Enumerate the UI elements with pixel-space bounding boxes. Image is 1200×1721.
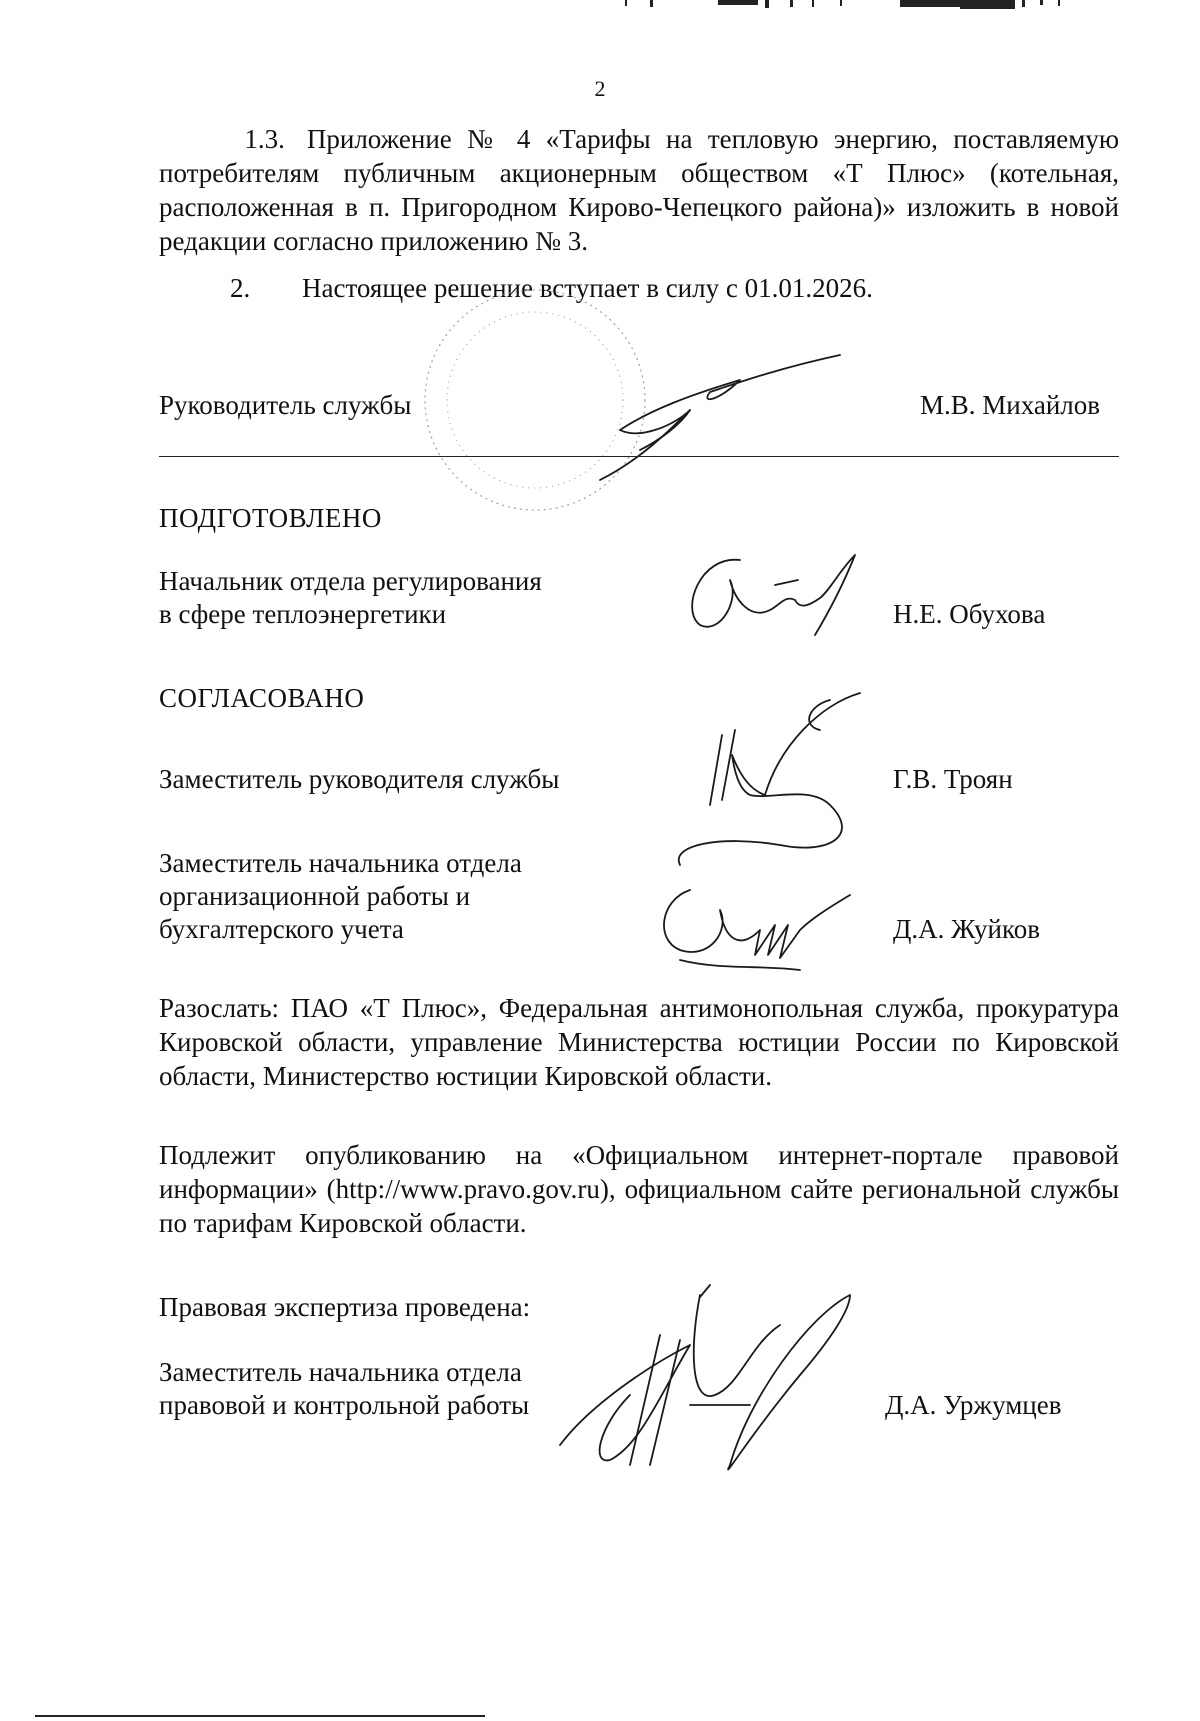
legal-review-position-line1: Заместитель начальника отдела bbox=[159, 1357, 522, 1387]
agreed-signer-2-signature-handwritten bbox=[650, 870, 870, 980]
clause-text: Настоящее решение вступает в силу с 01.01.2026. bbox=[302, 273, 873, 303]
prepared-name: Н.Е. Обухова bbox=[893, 599, 1046, 629]
signature-separator-line bbox=[159, 456, 1119, 457]
agreed-signer-1-signature-handwritten bbox=[660, 685, 890, 875]
legal-review-signature-handwritten bbox=[550, 1285, 890, 1485]
clause-1-3 bbox=[159, 122, 1119, 258]
scan-artifact-marks bbox=[0, 0, 1200, 10]
head-position: Руководитель службы bbox=[159, 390, 412, 420]
bottom-edge-line bbox=[35, 1715, 485, 1717]
agreed-signer-2-position-line3: бухгалтерского учета bbox=[159, 914, 404, 944]
distribution-list: Разослать: ПАО «Т Плюс», Федеральная антимонопольная служба, прокуратура Кировской области, управление Министерства юстиции России по Кировской области, Министерство юстиции Кировской области. bbox=[159, 993, 1119, 1091]
agreed-signer-2-position-line1: Заместитель начальника отдела bbox=[159, 848, 522, 878]
agreed-signer-1-position: Заместитель руководителя службы bbox=[159, 764, 560, 794]
legal-review-name: Д.А. Уржумцев bbox=[885, 1390, 1062, 1420]
prepared-signature-handwritten bbox=[680, 540, 880, 650]
agreed-heading: СОГЛАСОВАНО bbox=[159, 683, 365, 713]
prepared-heading: ПОДГОТОВЛЕНО bbox=[159, 503, 382, 533]
agreed-signer-2-name: Д.А. Жуйков bbox=[893, 914, 1040, 944]
prepared-position-line1: Начальник отдела регулирования bbox=[159, 566, 542, 596]
agreed-signer-1-name: Г.В. Троян bbox=[893, 764, 1013, 794]
legal-review-heading: Правовая экспертиза проведена: bbox=[159, 1292, 531, 1322]
clause-number: 2. bbox=[230, 273, 251, 303]
clause-number: 1.3. bbox=[244, 124, 285, 154]
clause-text: Приложение № 4 «Тарифы на тепловую энергию, поставляемую потребителям публичным акционерным обществом «Т Плюс» (котельная, расположенная в п. Пригородном Кирово-Чепецкого района)» изложить в новой редакции согласно приложению № 3. bbox=[159, 124, 1119, 256]
head-name: М.В. Михайлов bbox=[920, 390, 1101, 420]
prepared-position-line2: в сфере теплоэнергетики bbox=[159, 599, 447, 629]
agreed-signer-2-position-line2: организационной работы и bbox=[159, 881, 471, 911]
head-signature-handwritten bbox=[580, 350, 860, 500]
legal-review-position-line2: правовой и контрольной работы bbox=[159, 1390, 530, 1420]
page-number: 2 bbox=[594, 76, 606, 101]
publication-notice: Подлежит опубликованию на «Официальном интернет-портале правовой информации» (http://www.pravo.gov.ru), официальном сайте региональной службы по тарифам Кировской области. bbox=[159, 1140, 1119, 1238]
